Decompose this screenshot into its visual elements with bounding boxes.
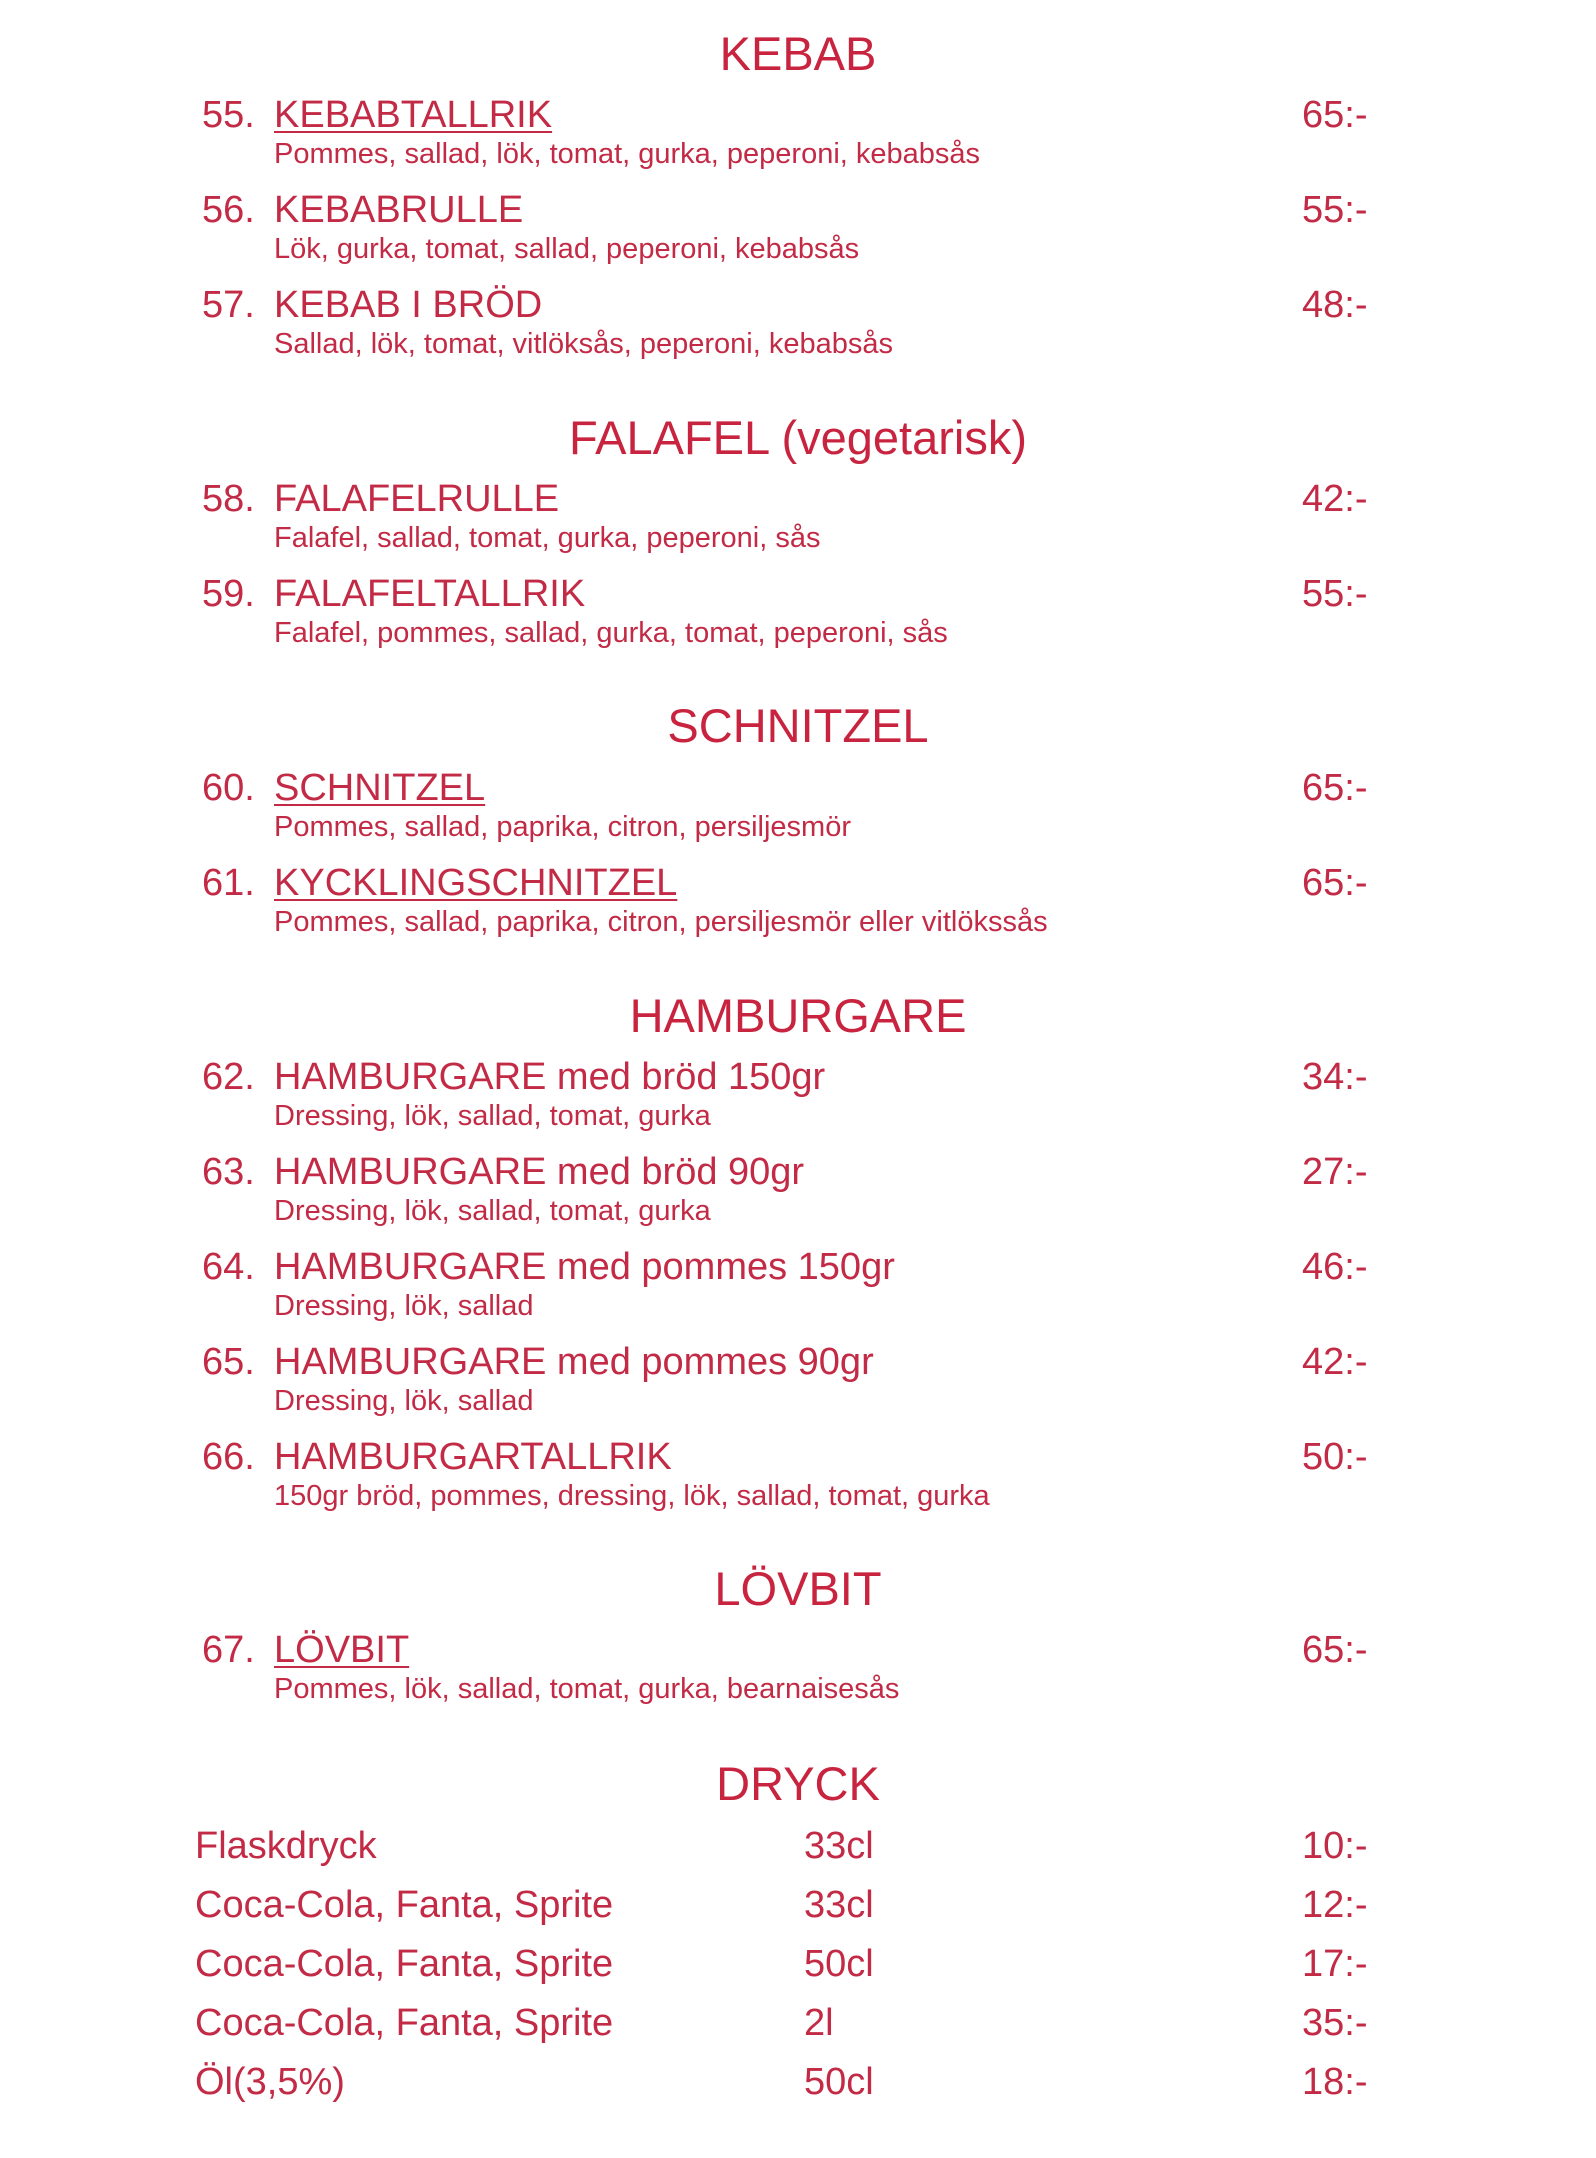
menu-item-55 [0,92,1596,182]
item-number: 58. [202,478,255,520]
item-price: 46:- [1302,1246,1368,1288]
section-title-falafel: FALAFEL (vegetarisk) [569,411,1027,464]
item-number: 61. [202,862,255,904]
drink-row [0,2000,1596,2050]
item-description: Pommes, sallad, paprika, citron, persiljesmör [274,811,851,843]
drink-name: Flaskdryck [195,1825,377,1867]
menu-item-67 [0,1627,1596,1717]
item-price: 48:- [1302,284,1368,326]
item-description: Pommes, sallad, lök, tomat, gurka, peperoni, kebabsås [274,138,981,170]
item-price: 65:- [1302,1629,1368,1671]
section-title-schnitzel: SCHNITZEL [667,699,929,752]
section-title-lovbit: LÖVBIT [714,1562,882,1615]
menu-item-66 [0,1434,1596,1524]
item-number: 67. [202,1629,255,1671]
drink-name: Coca-Cola, Fanta, Sprite [195,1884,614,1926]
drink-name: Coca-Cola, Fanta, Sprite [195,2002,614,2044]
menu-item-63 [0,1149,1596,1239]
item-price: 42:- [1302,1341,1368,1383]
item-number: 55. [202,94,255,136]
drink-price: 35:- [1302,2002,1368,2044]
item-description: Lök, gurka, tomat, sallad, peperoni, kebabsås [274,233,860,265]
item-description: 150gr bröd, pommes, dressing, lök, sallad, tomat, gurka [274,1480,990,1512]
item-description: Falafel, sallad, tomat, gurka, peperoni, sås [274,522,821,554]
item-price: 34:- [1302,1056,1368,1098]
item-description: Dressing, lök, sallad [274,1385,534,1417]
menu-item-58 [0,476,1596,566]
drink-name: Coca-Cola, Fanta, Sprite [195,1943,614,1985]
section-title-hamburgare: HAMBURGARE [629,989,967,1042]
item-price: 55:- [1302,573,1368,615]
item-number: 57. [202,284,255,326]
drink-size: 50cl [804,1943,874,1985]
item-description: Dressing, lök, sallad, tomat, gurka [274,1195,711,1227]
item-price: 65:- [1302,767,1368,809]
item-price: 27:- [1302,1151,1368,1193]
drink-price: 17:- [1302,1943,1368,1985]
item-number: 63. [202,1151,255,1193]
menu-item-59 [0,571,1596,661]
item-name: FALAFELRULLE [274,478,560,520]
item-number: 62. [202,1056,255,1098]
menu-item-61 [0,860,1596,950]
item-number: 65. [202,1341,255,1383]
item-name: HAMBURGARE med bröd 150gr [274,1056,826,1098]
drink-name: Öl(3,5%) [195,2061,345,2103]
item-name: KEBABRULLE [274,189,524,231]
drink-price: 18:- [1302,2061,1368,2103]
item-name: SCHNITZEL [274,767,486,809]
item-price: 55:- [1302,189,1368,231]
menu-item-65 [0,1339,1596,1429]
item-name: LÖVBIT [274,1629,410,1671]
item-description: Pommes, sallad, paprika, citron, persiljesmör eller vitlökssås [274,906,1048,938]
item-description: Falafel, pommes, sallad, gurka, tomat, peperoni, sås [274,617,948,649]
item-name: HAMBURGARTALLRIK [274,1436,672,1478]
drink-size: 33cl [804,1825,874,1867]
item-number: 60. [202,767,255,809]
section-title-kebab: KEBAB [719,27,877,80]
item-name: HAMBURGARE med bröd 90gr [274,1151,805,1193]
menu-item-62 [0,1054,1596,1144]
item-number: 64. [202,1246,255,1288]
item-price: 65:- [1302,862,1368,904]
item-number: 66. [202,1436,255,1478]
item-name: HAMBURGARE med pommes 90gr [274,1341,874,1383]
drink-row [0,1823,1596,1873]
drink-size: 50cl [804,2061,874,2103]
drink-price: 10:- [1302,1825,1368,1867]
menu-item-64 [0,1244,1596,1334]
item-name: FALAFELTALLRIK [274,573,586,615]
item-name: KEBABTALLRIK [274,94,553,136]
section-title-dryck: DRYCK [716,1757,880,1810]
item-name: HAMBURGARE med pommes 150gr [274,1246,895,1288]
item-description: Sallad, lök, tomat, vitlöksås, peperoni, kebabsås [274,328,893,360]
item-name: KYCKLINGSCHNITZEL [274,862,678,904]
drink-size: 33cl [804,1884,874,1926]
item-description: Dressing, lök, sallad [274,1290,534,1322]
drink-price: 12:- [1302,1884,1368,1926]
item-description: Dressing, lök, sallad, tomat, gurka [274,1100,711,1132]
drink-row [0,2059,1596,2109]
item-number: 56. [202,189,255,231]
drink-row [0,1882,1596,1932]
menu-item-56 [0,187,1596,277]
menu-item-60 [0,765,1596,855]
drink-size: 2l [804,2002,834,2044]
item-price: 42:- [1302,478,1368,520]
item-description: Pommes, lök, sallad, tomat, gurka, bearnaisesås [274,1673,900,1705]
item-price: 65:- [1302,94,1368,136]
item-price: 50:- [1302,1436,1368,1478]
item-number: 59. [202,573,255,615]
menu-item-57 [0,282,1596,372]
drink-row [0,1941,1596,1991]
item-name: KEBAB I BRÖD [274,284,543,326]
